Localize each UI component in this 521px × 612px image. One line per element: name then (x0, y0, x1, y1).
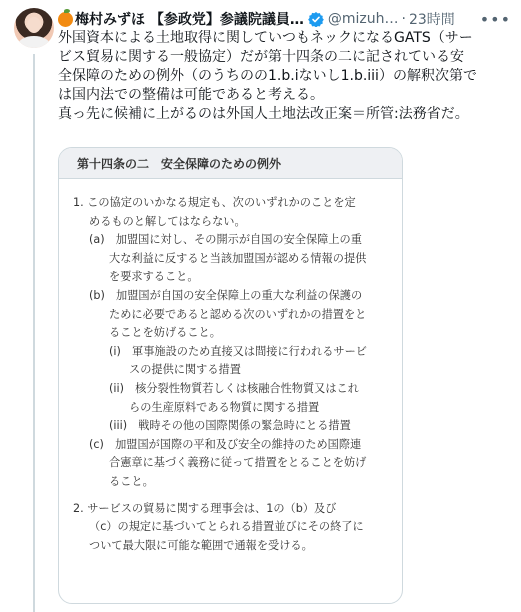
verified-badge-icon (308, 11, 324, 27)
tweet-text (58, 29, 513, 124)
tweet-line: ビス貿易に関する一般協定）だが第十四条の二に記されている安 (58, 49, 464, 65)
clause-c-line: ること。 (109, 474, 154, 488)
tweet-header (58, 9, 511, 29)
clause-bi-line: (i) 軍事施設のため直接又は間接に行われるサービ (109, 344, 367, 358)
separator-dot: · (401, 11, 406, 27)
clause-a-line: を要求すること。 (109, 270, 199, 284)
tweet-line: は国内法での整備は可能であると考える。 (58, 87, 324, 103)
spacer (73, 492, 390, 500)
author-avatar[interactable] (14, 8, 54, 48)
tweet-timestamp[interactable]: 23時間 (408, 12, 455, 28)
clause-c-line: 合憲章に基づく義務に従って措置をとることを妨げ (109, 456, 367, 470)
item2-line: （c）の規定に基づいてとられる措置並びにその終了に (89, 520, 364, 534)
item1-line: めるものと解してはならない。 (89, 214, 246, 228)
avatar-shoulders (18, 36, 50, 48)
more-options-icon[interactable]: ••• (479, 9, 511, 29)
avatar-face (27, 17, 41, 33)
clause-biii-line: (iii) 戦時その他の国際関係の緊急時にとる措置 (109, 419, 351, 433)
orange-emoji-icon (58, 12, 73, 27)
clause-a-line: 大な利益に反すると当該加盟国が認める情報の提供 (109, 251, 367, 265)
card-title: 第十四条の二 安全保障のための例外 (59, 148, 402, 179)
clause-a-line: (a) 加盟国に対し、その開示が自国の安全保障上の重 (89, 233, 362, 247)
item2-line: ついて最大限に可能な範囲で通報を受ける。 (89, 538, 313, 552)
tweet-line: 全保障のための例外（のうちのの1.b.iないし1.b.iii）の解釈次第で (58, 68, 477, 84)
author-name[interactable]: 梅村みずほ 【参政党】参議院議員… (75, 12, 304, 28)
clause-bii-line: らの生産原料である物質に関する措置 (129, 400, 320, 414)
clause-b-line: (b) 加盟国が自国の安全保障上の重大な利益の保護の (89, 288, 363, 302)
clause-bi-line: スの提供に関する措置 (129, 363, 241, 377)
item1-line: 1. この協定のいかなる規定も、次のいずれかのことを定 (73, 196, 356, 209)
attached-image-card[interactable] (58, 147, 403, 604)
clause-b-line: ために必要であると認める次のいずれかの措置をと (109, 307, 367, 321)
tweet-line: 真っ先に候補に上がるのは外国人土地法改正案＝所管:法務省だ。 (58, 106, 469, 122)
thread-line (33, 54, 35, 612)
author-handle[interactable]: @mizuh… (327, 11, 399, 27)
clause-c-line: (c) 加盟国が国際の平和及び安全の維持のため国際連 (89, 437, 362, 451)
item2-line: 2. サービスの貿易に関する理事会は、1の（b）及び (73, 501, 337, 515)
card-body (59, 179, 402, 555)
tweet-line: 外国資本による土地取得に関していつもネックになるGATS（サー (58, 30, 473, 46)
clause-bii-line: (ii) 核分裂性物質若しくは核融合性物質又はこれ (109, 381, 359, 395)
clause-b-line: ることを妨げること。 (109, 326, 221, 340)
